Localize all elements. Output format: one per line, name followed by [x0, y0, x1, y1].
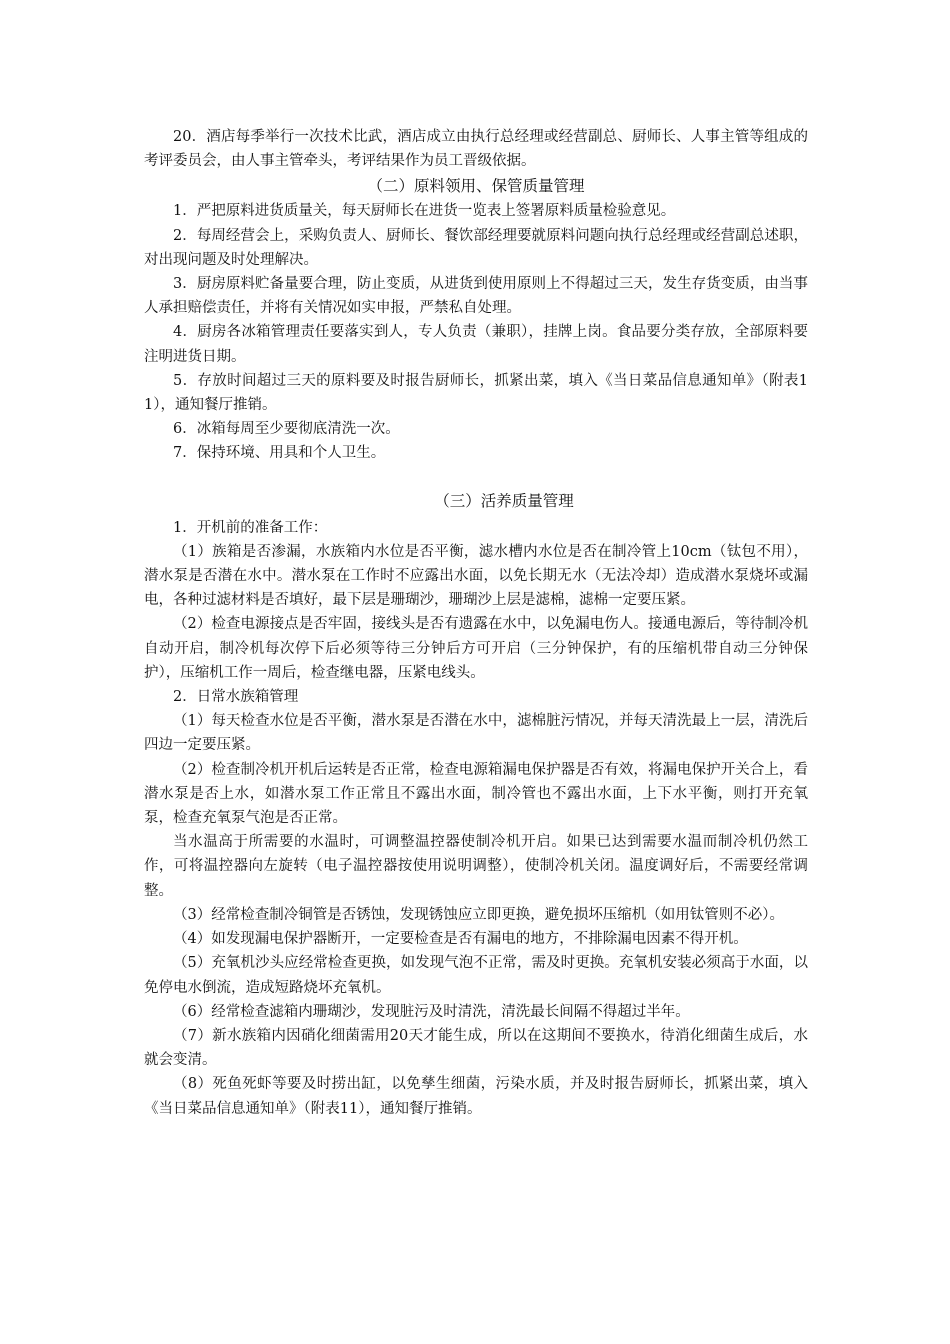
section-3-item-2-2: （2）检查制冷机开机后运转是否正常，检查电源箱漏电保护器是否有效，将漏电保护开关合上，看潜水泵是否上水，如潜水泵工作正常且不露出水面，制冷管也不露出水面，上下水平衡，则打开充氧泵，检查充氧泵气泡是否正常。	[144, 761, 808, 827]
paragraph-20: 20．酒店每季举行一次技术比武，酒店成立由执行总经理或经营副总、厨师长、人事主管等组成的考评委员会，由人事主管牵头，考评结果作为员工晋级依据。	[144, 129, 808, 170]
section-3-item-2-5: （5）充氧机沙头应经常检查更换，如发现气泡不正常，需及时更换。充氧机安装必须高于水面，以免停电水倒流，造成短路烧坏充氧机。	[144, 955, 808, 996]
section-2-item-7: 7．保持环境、用具和个人卫生。	[173, 445, 386, 462]
section-3-item-2-3: （3）经常检查制冷铜管是否锈蚀，发现锈蚀应立即更换，避免损坏压缩机（如用钛管则不必）。	[173, 906, 784, 923]
section-2-item-1: 1．严把原料进货质量关，每天厨师长在进货一览表上签署原料质量检验意见。	[173, 203, 676, 220]
section-3-item-2-1: （1）每天检查水位是否平衡，潜水泵是否潜在水中，滤棉脏污情况，并每天清洗最上一层，清洗后四边一定要压紧。	[144, 713, 808, 754]
section-2-heading: （二）原料领用、保管质量管理	[367, 177, 585, 196]
section-3-heading: （三）活养质量管理	[434, 491, 574, 510]
section-3-item-1: 1．开机前的准备工作：	[173, 519, 328, 536]
section-3-item-2-4: （4）如发现漏电保护器断开，一定要检查是否有漏电的地方，不排除漏电因素不得开机。	[173, 931, 748, 948]
section-2-item-4: 4．厨房各冰箱管理责任要落实到人，专人负责（兼职），挂牌上岗。食品要分类存放，全部原料要注明进货日期。	[144, 324, 808, 365]
section-3-item-2-2-note: 当水温高于所需要的水温时，可调整温控器使制冷机开启。如果已达到需要水温而制冷机仍然工作，可将温控器向左旋转（电子温控器按使用说明调整），使制冷机关闭。温度调好后，不需要经常调整。	[144, 834, 808, 899]
section-3-item-2-7: （7）新水族箱内因硝化细菌需用20天才能生成，所以在这期间不要换水，待消化细菌生成后，水就会变清。	[144, 1027, 808, 1069]
section-3-item-2-6: （6）经常检查滤箱内珊瑚沙，发现脏污及时清洗，清洗最长间隔不得超过半年。	[173, 1003, 690, 1020]
section-2-item-3: 3．厨房原料贮备量要合理，防止变质，从进货到使用原则上不得超过三天，发生存货变质，由当事人承担赔偿责任，并将有关情况如实申报，严禁私自处理。	[144, 276, 808, 317]
section-3-item-1-2: （2）检查电源接点是否牢固，接线头是否有遗露在水中，以免漏电伤人。接通电源后，等待制冷机自动开启，制冷机每次停下后必须等待三分钟后方可开启（三分钟保护，有的压缩机带自动三分钟保护），压缩机工作一周后，检查继电器，压紧电线头。	[144, 616, 808, 681]
section-2-item-5: 5．存放时间超过三天的原料要及时报告厨师长，抓紧出菜，填入《当日菜品信息通知单》（附表11），通知餐厅推销。	[144, 372, 808, 414]
section-3-item-1-1: （1）族箱是否渗漏，水族箱内水位是否平衡，滤水槽内水位是否在制冷管上10cm（钛包不用），潜水泵是否潜在水中。潜水泵在工作时不应露出水面，以免长期无水（无法冷却）造成潜水泵烧坏或漏电，各种过滤材料是否填好，最下层是珊瑚沙，珊瑚沙上层是滤棉，滤棉一定要压紧。	[144, 543, 808, 609]
section-3-item-2: 2．日常水族箱管理	[173, 689, 299, 706]
section-2-item-6: 6．冰箱每周至少要彻底清洗一次。	[173, 421, 400, 438]
section-3-item-2-8: （8）死鱼死虾等要及时捞出缸，以免孳生细菌，污染水质，并及时报告厨师长，抓紧出菜，填入《当日菜品信息通知单》（附表11），通知餐厅推销。	[144, 1076, 808, 1117]
section-2-item-2: 2．每周经营会上，采购负责人、厨师长、餐饮部经理要就原料问题向执行总经理或经营副总述职，对出现问题及时处理解决。	[144, 227, 808, 268]
document-page	[144, 125, 808, 1121]
